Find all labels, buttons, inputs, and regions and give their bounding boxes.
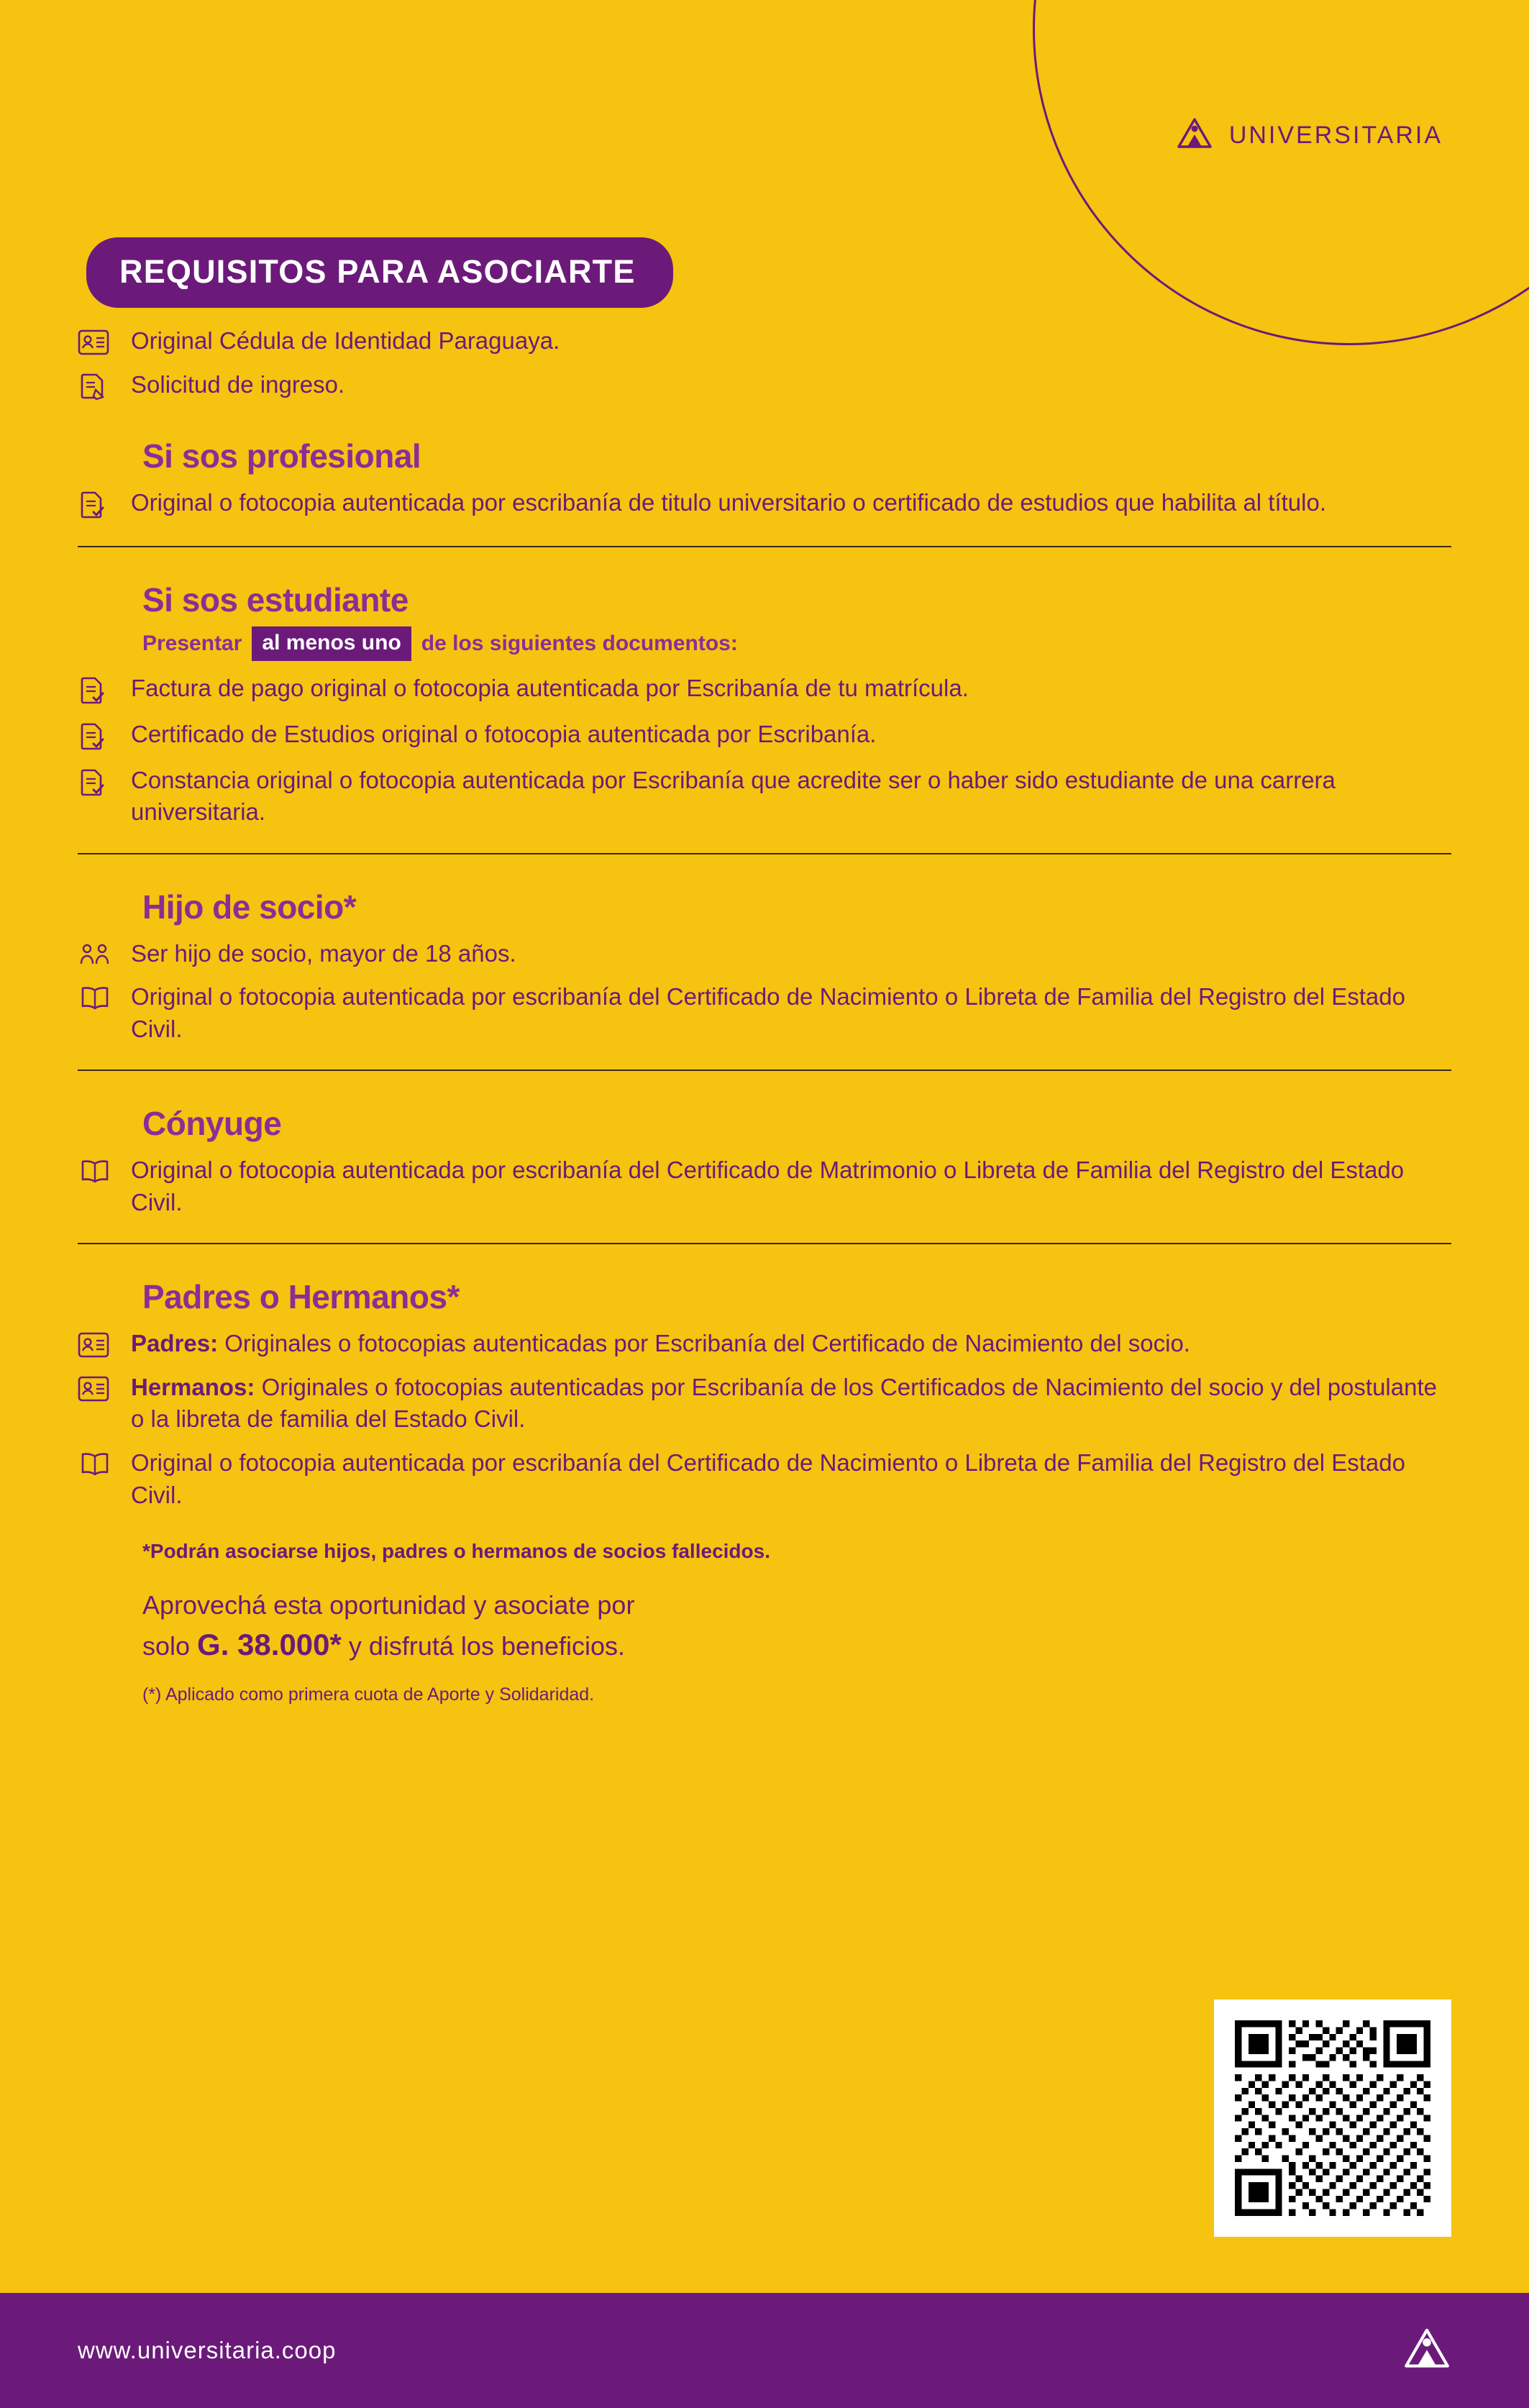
promo-line-2-pre: solo bbox=[142, 1631, 198, 1661]
list-item bbox=[78, 672, 1451, 707]
list-item bbox=[78, 1328, 1451, 1360]
document-check-icon bbox=[78, 672, 117, 707]
list-item bbox=[78, 938, 1451, 970]
promo-line-2-post: y disfrutá los beneficios. bbox=[341, 1631, 626, 1661]
list-item-label: Hermanos: bbox=[131, 1373, 255, 1400]
list-item bbox=[78, 1154, 1451, 1218]
list-item bbox=[78, 719, 1451, 753]
list-item bbox=[78, 325, 1451, 357]
id-card-icon bbox=[78, 1328, 117, 1359]
promo-line-1: Aprovechá esta oportunidad y asociate por bbox=[142, 1590, 635, 1620]
document-check-icon bbox=[78, 765, 117, 799]
list-item-text: Original o fotocopia autenticada por escribanía de titulo universitario o certificado de estudios que habilita al título. bbox=[131, 488, 1327, 516]
main-content bbox=[78, 237, 1451, 1705]
divider bbox=[78, 853, 1451, 854]
list-item-text: Original o fotocopia autenticada por escribanía del Certificado de Nacimiento o Libreta de Familia del Registro del Estado Civil. bbox=[131, 983, 1405, 1042]
footer-url[interactable]: www.universitaria.coop bbox=[78, 2337, 337, 2363]
list-item-text: Constancia original o fotocopia autenticada por Escribanía que acredite ser o haber sido estudiante de una carrera universitaria. bbox=[131, 766, 1336, 826]
divider bbox=[78, 1070, 1451, 1071]
estudiante-subtitle bbox=[142, 626, 1451, 661]
estudiante-subtitle-highlight: al menos uno bbox=[252, 626, 411, 661]
promo-amount: G. 38.000* bbox=[197, 1627, 342, 1661]
document-check-icon bbox=[78, 719, 117, 753]
estudiante-subtitle-post: de los siguientes documentos: bbox=[421, 631, 738, 655]
page-title: REQUISITOS PARA ASOCIARTE bbox=[86, 237, 673, 308]
list-item bbox=[78, 1372, 1451, 1436]
document-pen-icon bbox=[78, 369, 117, 403]
open-book-icon bbox=[78, 1447, 117, 1479]
section-heading-padres-hermanos: Padres o Hermanos* bbox=[142, 1278, 460, 1316]
section-heading-hijo-de-socio: Hijo de socio* bbox=[142, 888, 357, 926]
divider bbox=[78, 546, 1451, 547]
fineprint: (*) Aplicado como primera cuota de Aporte y Solidaridad. bbox=[142, 1684, 595, 1705]
list-item-text: Original o fotocopia autenticada por escribanía del Certificado de Nacimiento o Libreta de Familia del Registro del Estado Civil. bbox=[131, 1449, 1405, 1508]
list-item-label: Padres: bbox=[131, 1330, 219, 1357]
qr-code[interactable] bbox=[1214, 1999, 1451, 2237]
universitaria-triangle-logo-icon bbox=[1402, 2325, 1451, 2377]
universitaria-triangle-logo-icon bbox=[1176, 115, 1213, 156]
list-item-text: Originales o fotocopias autenticadas por Escribanía del Certificado de Nacimiento del socio. bbox=[224, 1330, 1190, 1357]
footnote: *Podrán asociarse hijos, padres o hermanos de socios fallecidos. bbox=[142, 1540, 770, 1563]
footer bbox=[0, 2293, 1529, 2408]
open-book-icon bbox=[78, 1154, 117, 1186]
list-item-text: Original Cédula de Identidad Paraguaya. bbox=[131, 327, 560, 354]
list-item-text: Original o fotocopia autenticada por escribanía del Certificado de Matrimonio o Libreta de Familia del Registro del Estado Civil. bbox=[131, 1157, 1405, 1216]
section-heading-estudiante: Si sos estudiante bbox=[142, 580, 409, 619]
divider bbox=[78, 1243, 1451, 1244]
section-heading-conyuge: Cónyuge bbox=[142, 1105, 282, 1143]
list-item-text: Originales o fotocopias autenticadas por Escribanía de los Certificados de Nacimiento del socio y del postulante o la libreta de familia del Estado Civil. bbox=[131, 1373, 1437, 1433]
id-card-icon bbox=[78, 1372, 117, 1403]
qr-code-image bbox=[1235, 2020, 1430, 2216]
two-people-icon bbox=[78, 938, 117, 970]
document-check-icon bbox=[78, 487, 117, 521]
brand-name: UNIVERSITARIA bbox=[1228, 122, 1443, 149]
id-card-icon bbox=[78, 325, 117, 357]
list-item-text: Factura de pago original o fotocopia autenticada por Escribanía de tu matrícula. bbox=[131, 674, 969, 701]
list-item bbox=[78, 981, 1451, 1045]
list-item-text: Certificado de Estudios original o fotocopia autenticada por Escribanía. bbox=[131, 720, 877, 747]
promo-text bbox=[142, 1587, 934, 1666]
section-heading-profesional: Si sos profesional bbox=[142, 437, 421, 475]
estudiante-subtitle-pre: Presentar bbox=[142, 631, 242, 655]
list-item bbox=[78, 765, 1451, 829]
open-book-icon bbox=[78, 981, 117, 1013]
list-item-text: Solicitud de ingreso. bbox=[131, 370, 345, 398]
list-item bbox=[78, 369, 1451, 403]
list-item-text: Ser hijo de socio, mayor de 18 años. bbox=[131, 939, 516, 967]
list-item bbox=[78, 1447, 1451, 1511]
list-item bbox=[78, 487, 1451, 521]
brand-header bbox=[1176, 115, 1443, 156]
